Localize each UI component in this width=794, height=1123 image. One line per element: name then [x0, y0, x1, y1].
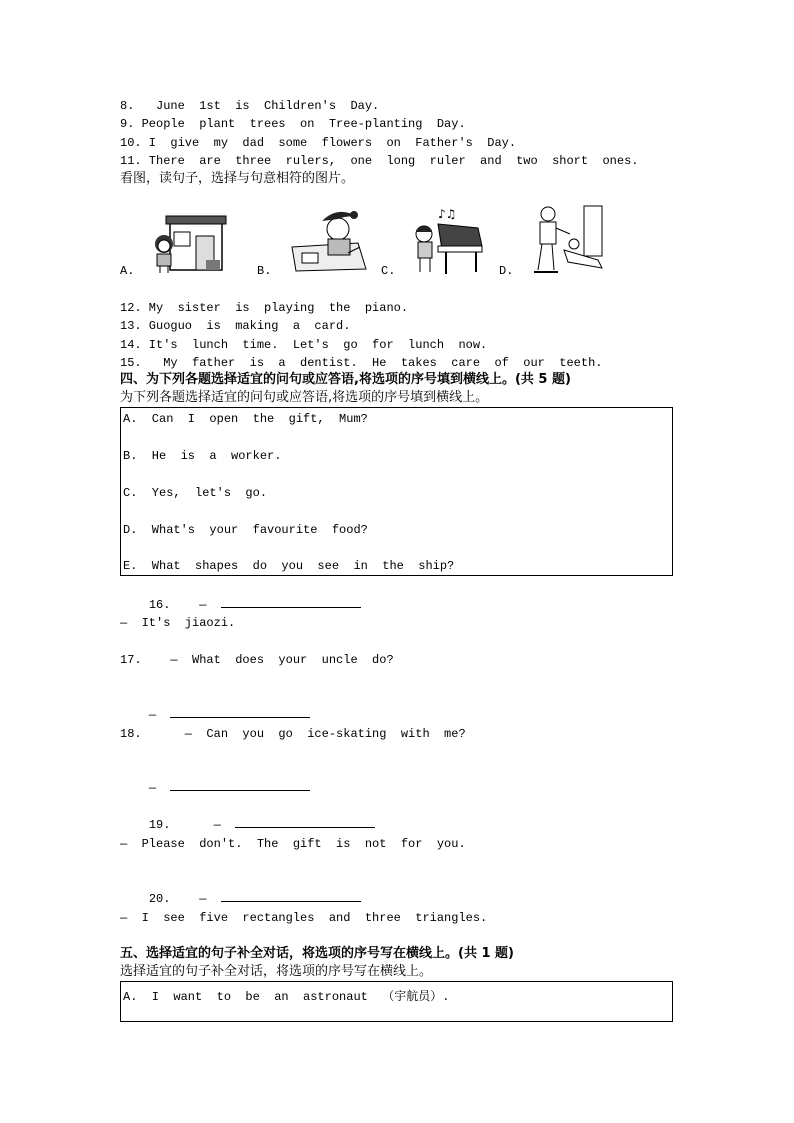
question-18-blank[interactable] [170, 778, 310, 791]
sentence-13: 13. Guoguo is making a card. [120, 319, 351, 333]
section-5-subheading: 选择适宜的句子补全对话，将选项的序号写在横线上。 [120, 964, 433, 979]
question-20-blank[interactable] [221, 889, 361, 902]
question-16-blank[interactable] [221, 595, 361, 608]
option-c: C. Yes, let's go. [123, 486, 268, 500]
sentence-15: 15. My father is a dentist. He takes care of our teeth. [120, 356, 603, 370]
question-16-reply: — It's jiaozi. [120, 616, 236, 630]
dentist-picture [528, 204, 608, 276]
option-a: A. Can I open the gift, Mum? [123, 412, 368, 426]
option-b: B. He is a worker. [123, 449, 282, 463]
picture-label-b: B. [257, 264, 272, 278]
question-17: 17. — What does your uncle do? [120, 653, 394, 667]
svg-text:♪♫: ♪♫ [438, 207, 457, 221]
section-5-heading: 五、选择适宜的句子补全对话，将选项的序号写在横线上。(共 1 题) [120, 946, 514, 961]
picture-label-c: C. [381, 264, 396, 278]
picture-label-d: D. [499, 264, 514, 278]
child-making-card-picture [288, 207, 378, 273]
section-5-options-box [120, 981, 673, 1022]
sentence-9: 9. People plant trees on Tree-planting Day. [120, 117, 466, 131]
question-17-dash: — [148, 708, 157, 722]
sentence-10: 10. I give my dad some flowers on Father's Day. [120, 136, 517, 150]
section-5-option-a: A. I want to be an astronaut （宇航员）. [123, 990, 450, 1004]
option-e: E. What shapes do you see in the ship? [123, 559, 455, 573]
sentence-8: 8. June 1st is Children's Day. [120, 99, 380, 113]
section-4-options-box [120, 407, 673, 576]
question-18: 18. — Can you go ice-skating with me? [120, 727, 466, 741]
question-17-blank[interactable] [170, 705, 310, 718]
question-19-number: 19. — [148, 818, 221, 832]
girl-playing-piano-picture [408, 206, 484, 276]
sentence-14: 14. It's lunch time. Let's go for lunch now. [120, 338, 488, 352]
picture-instruction: 看图，读句子，选择与句意相符的图片。 [120, 171, 355, 186]
option-d: D. What's your favourite food? [123, 523, 368, 537]
question-18-dash: — [148, 781, 157, 795]
girl-at-shop-picture [148, 212, 228, 274]
section-4-subheading: 为下列各题选择适宜的问句或应答语,将选项的序号填到横线上。 [120, 390, 489, 405]
picture-label-a: A. [120, 264, 135, 278]
question-20-number: 20. — [148, 892, 207, 906]
question-20-reply: — I see five rectangles and three triangles. [120, 911, 488, 925]
question-19-blank[interactable] [235, 815, 375, 828]
question-19-reply: — Please don't. The gift is not for you. [120, 837, 466, 851]
question-16-number: 16. — [148, 598, 207, 612]
section-4-heading: 四、为下列各题选择适宜的问句或应答语,将选项的序号填到横线上。(共 5 题) [120, 372, 571, 387]
sentence-12: 12. My sister is playing the piano. [120, 301, 409, 315]
sentence-11: 11. There are three rulers, one long ruler and two short ones. [120, 154, 639, 168]
